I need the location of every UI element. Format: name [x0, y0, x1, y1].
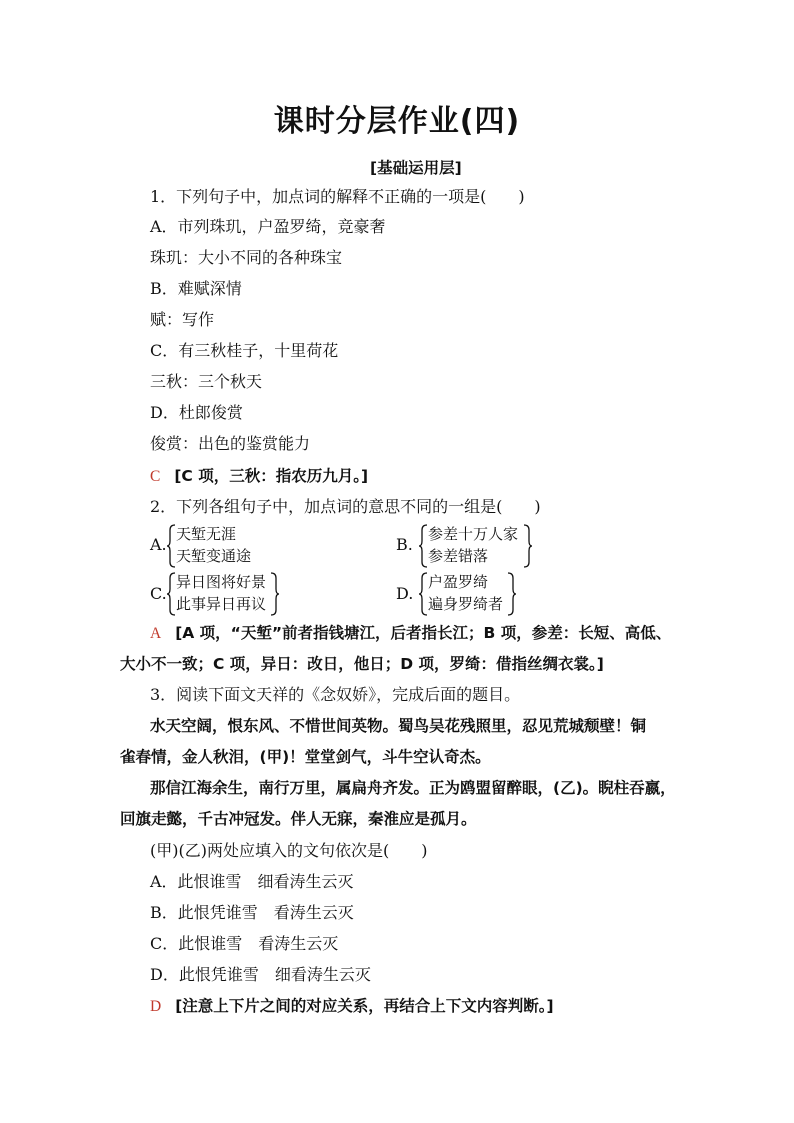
q2-answer-line: [150, 622, 671, 645]
q1-option-a-note: 珠玑：大小不同的各种珠宝: [150, 248, 343, 267]
left-brace-icon: [166, 572, 176, 616]
q2-option-b-line2: 参差错落: [428, 547, 489, 565]
q3-option-a: A．此恨谁雪 细看涛生云灭: [150, 872, 354, 891]
q2-option-d-line2: 遍身罗绮者: [428, 595, 504, 613]
q1-option-c-note: 三秋：三个秋天: [150, 372, 263, 391]
q3-poem-line-3: 那信江海余生，南行万里，属扁舟齐发。正为鸥盟留醉眼，(乙)。睨柱吞嬴，: [150, 779, 676, 797]
q2-option-b-label: B.: [396, 535, 413, 554]
right-brace-icon: [270, 572, 280, 616]
q3-poem-line-1: 水天空阔，恨东风、不惜世间英物。蜀鸟吴花残照里，忍见荒城颓壁！铜: [150, 717, 647, 735]
q3-explanation: [注意上下片之间的对应关系，再结合上下文内容判断。]: [175, 997, 554, 1015]
q2-option-d-line1: 户盈罗绮: [428, 573, 489, 591]
q1-answer: C: [150, 468, 161, 485]
q2-stem: 2．下列各组句子中，加点词的意思不同的一组是( ): [150, 497, 541, 516]
q2-option-a-line2: 天堑变通途: [176, 547, 252, 565]
q3-option-b: B．此恨凭谁雪 看涛生云灭: [150, 903, 354, 922]
q2-option-c-label: C.: [150, 584, 167, 603]
q3-poem-line-4: 回旗走懿，千古冲冠发。伴人无寐，秦淮应是孤月。: [120, 810, 477, 828]
q1-option-b: B．难赋深情: [150, 279, 242, 298]
q1-option-d: D．杜郎俊赏: [150, 403, 243, 422]
q2-option-a-line1: 天堑无涯: [176, 525, 237, 543]
section-heading: [基础运用层]: [370, 159, 462, 177]
q3-option-d: D．此恨凭谁雪 细看涛生云灭: [150, 965, 371, 984]
q3-answer: D: [150, 998, 162, 1015]
right-brace-icon: [523, 524, 533, 568]
q1-answer-line: [150, 465, 368, 488]
q2-answer: A: [150, 625, 162, 642]
q1-explanation: [C 项，三秋：指农历九月。]: [174, 467, 369, 485]
q3-answer-line: [150, 995, 554, 1018]
q1-option-a: A．市列珠玑，户盈罗绮，竞豪奢: [150, 217, 386, 236]
q2-explanation-2: 大小不一致；C 项，异日：改日，他日；D 项，罗绮：借指丝绸衣裳。]: [120, 655, 604, 673]
q1-option-c: C．有三秋桂子，十里荷花: [150, 341, 339, 360]
q2-option-d-label: D.: [396, 584, 414, 603]
q3-option-c: C．此恨谁雪 看涛生云灭: [150, 934, 339, 953]
q2-option-c-line1: 异日图将好景: [176, 573, 267, 591]
right-brace-icon: [507, 572, 517, 616]
left-brace-icon: [418, 572, 428, 616]
q2-option-b-line1: 参差十万人家: [428, 525, 519, 543]
q2-explanation-1: [A 项，“天堑”前者指钱塘江，后者指长江；B 项，参差：长短、高低、: [175, 624, 672, 642]
q2-option-a-label: A.: [150, 535, 167, 554]
q3-stem: 3．阅读下面文天祥的《念奴娇》，完成后面的题目。: [150, 685, 521, 704]
q1-option-b-note: 赋：写作: [150, 310, 215, 329]
q3-poem-line-2: 雀春情，金人秋泪，(甲)！堂堂剑气，斗牛空认奇杰。: [120, 748, 491, 766]
q2-option-c-line2: 此事异日再议: [176, 595, 267, 613]
q1-stem: 1．下列句子中，加点词的解释不正确的一项是( ): [150, 187, 525, 206]
page-title: 课时分层作业(四): [273, 104, 521, 139]
left-brace-icon: [418, 524, 428, 568]
q3-question: (甲)(乙)两处应填入的文句依次是( ): [150, 841, 428, 860]
left-brace-icon: [166, 524, 176, 568]
q1-option-d-note: 俊赏：出色的鉴赏能力: [150, 434, 311, 453]
